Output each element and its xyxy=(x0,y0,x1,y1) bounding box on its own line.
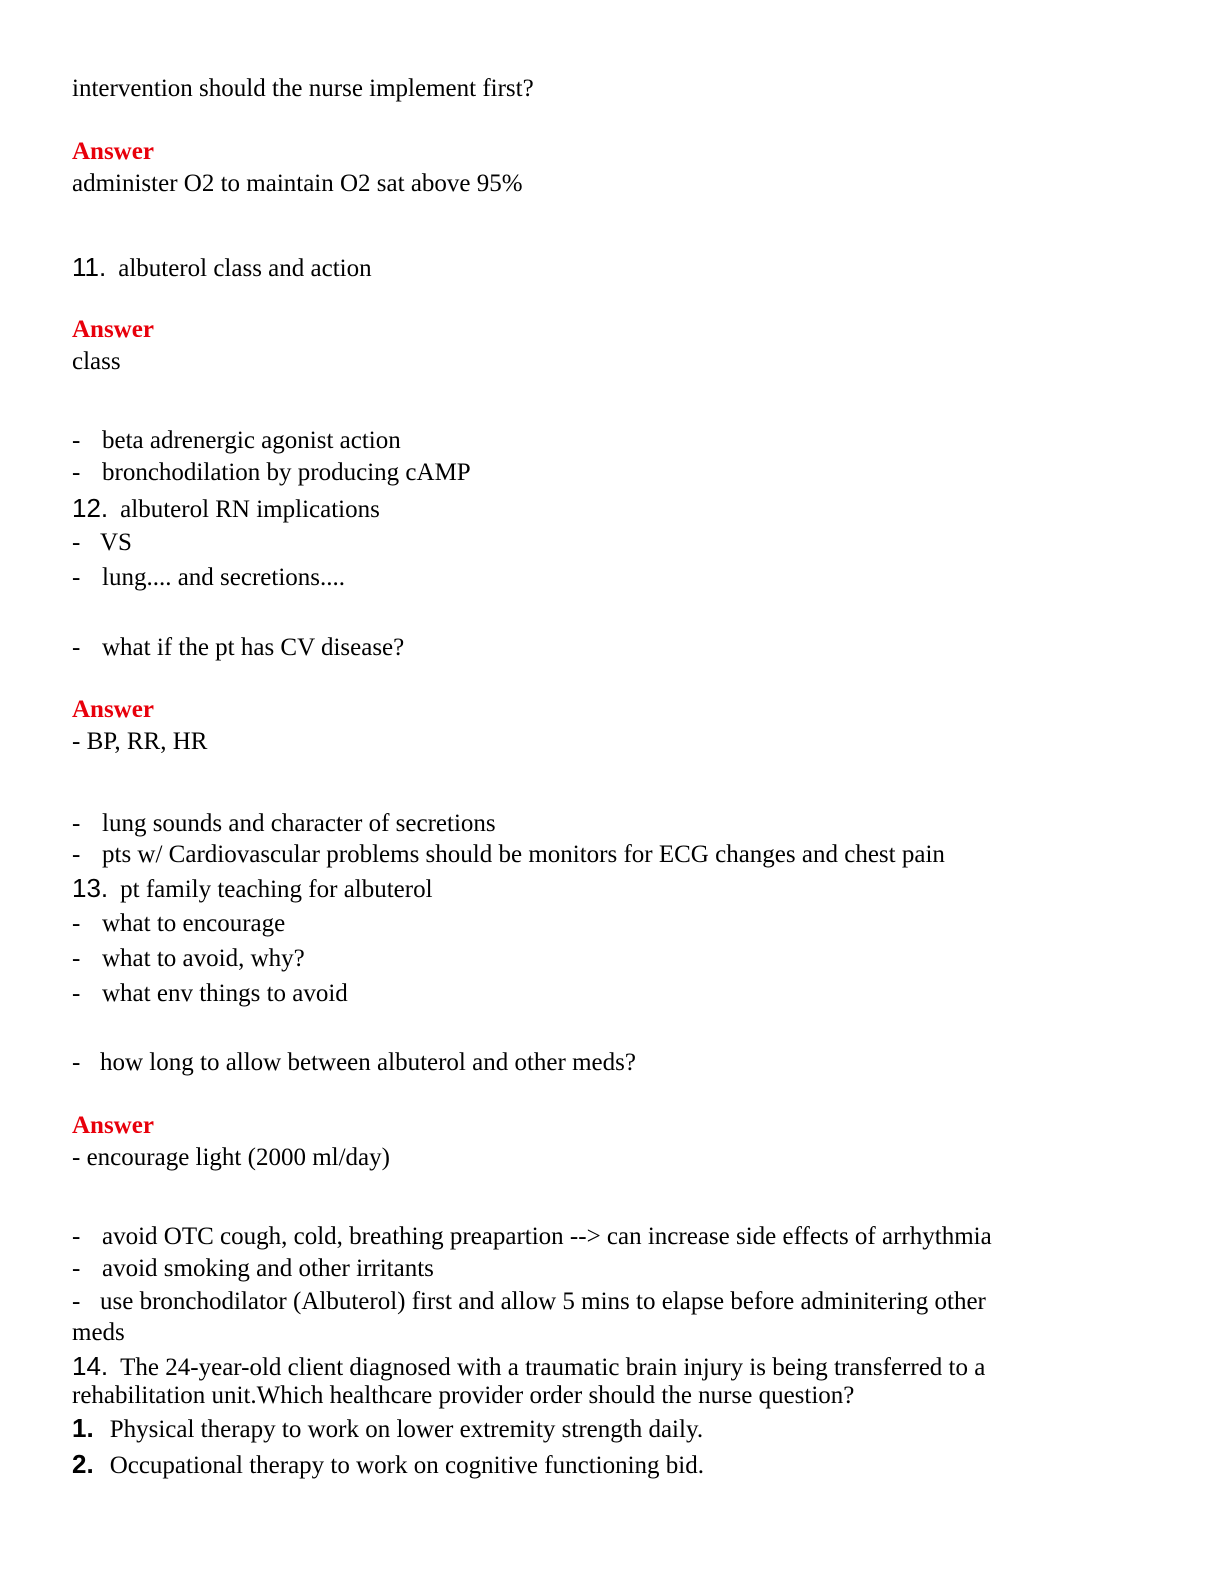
question-list-item: - lung.... and secretions.... xyxy=(72,564,346,591)
option-text: Occupational therapy to work on cognitive functioning bid. xyxy=(109,1452,704,1479)
question-text: albuterol class and action xyxy=(118,255,372,282)
answer-list-item: - pts w/ Cardiovascular problems should be monitors for ECG changes and chest pain xyxy=(72,841,945,868)
question-10-text: intervention should the nurse implement first? xyxy=(72,75,534,102)
answer-label: Answer xyxy=(72,316,154,343)
answer-text: - encourage light (2000 ml/day) xyxy=(72,1144,390,1171)
question-list-item: - what env things to avoid xyxy=(72,980,348,1007)
question-list-item: - how long to allow between albuterol and other meds? xyxy=(72,1049,636,1076)
answer-list-item-wrap: meds xyxy=(72,1319,125,1346)
question-12 xyxy=(72,493,380,523)
answer-list-item: - beta adrenergic agonist action xyxy=(72,427,401,454)
option-number: 2. xyxy=(72,1449,94,1479)
question-text: The 24-year-old client diagnosed with a traumatic brain injury is being transferred to a xyxy=(120,1354,986,1381)
question-list-item: - what to encourage xyxy=(72,910,286,937)
answer-list-item: - lung sounds and character of secretions xyxy=(72,810,496,837)
question-text: pt family teaching for albuterol xyxy=(120,876,433,903)
answer-list-item: - use bronchodilator (Albuterol) first and allow 5 mins to elapse before adminitering other xyxy=(72,1288,986,1315)
question-number: 13. xyxy=(72,873,109,903)
question-11 xyxy=(72,252,372,282)
question-number: 14. xyxy=(72,1351,109,1381)
question-13 xyxy=(72,873,433,903)
answer-text: administer O2 to maintain O2 sat above 95% xyxy=(72,170,523,197)
question-number: 12. xyxy=(72,493,109,523)
answer-label: Answer xyxy=(72,1112,154,1139)
question-number: 11. xyxy=(72,252,107,282)
question-14 xyxy=(72,1351,985,1381)
answer-text: - BP, RR, HR xyxy=(72,728,208,755)
question-text: albuterol RN implications xyxy=(120,496,380,523)
question-text-continued: rehabilitation unit.Which healthcare provider order should the nurse question? xyxy=(72,1382,855,1409)
answer-option-1 xyxy=(72,1413,703,1443)
answer-label: Answer xyxy=(72,138,154,165)
answer-label: Answer xyxy=(72,696,154,723)
option-number: 1. xyxy=(72,1413,94,1443)
option-text: Physical therapy to work on lower extremity strength daily. xyxy=(109,1416,704,1443)
answer-option-2 xyxy=(72,1449,704,1479)
answer-list-item: - bronchodilation by producing cAMP xyxy=(72,459,471,486)
answer-list-item: - avoid smoking and other irritants xyxy=(72,1255,434,1282)
answer-list-item: - avoid OTC cough, cold, breathing preapartion --> can increase side effects of arrhythmia xyxy=(72,1223,992,1250)
question-list-item: - VS xyxy=(72,529,132,556)
question-list-item: - what to avoid, why? xyxy=(72,945,305,972)
answer-text: class xyxy=(72,348,121,375)
question-list-item: - what if the pt has CV disease? xyxy=(72,634,405,661)
